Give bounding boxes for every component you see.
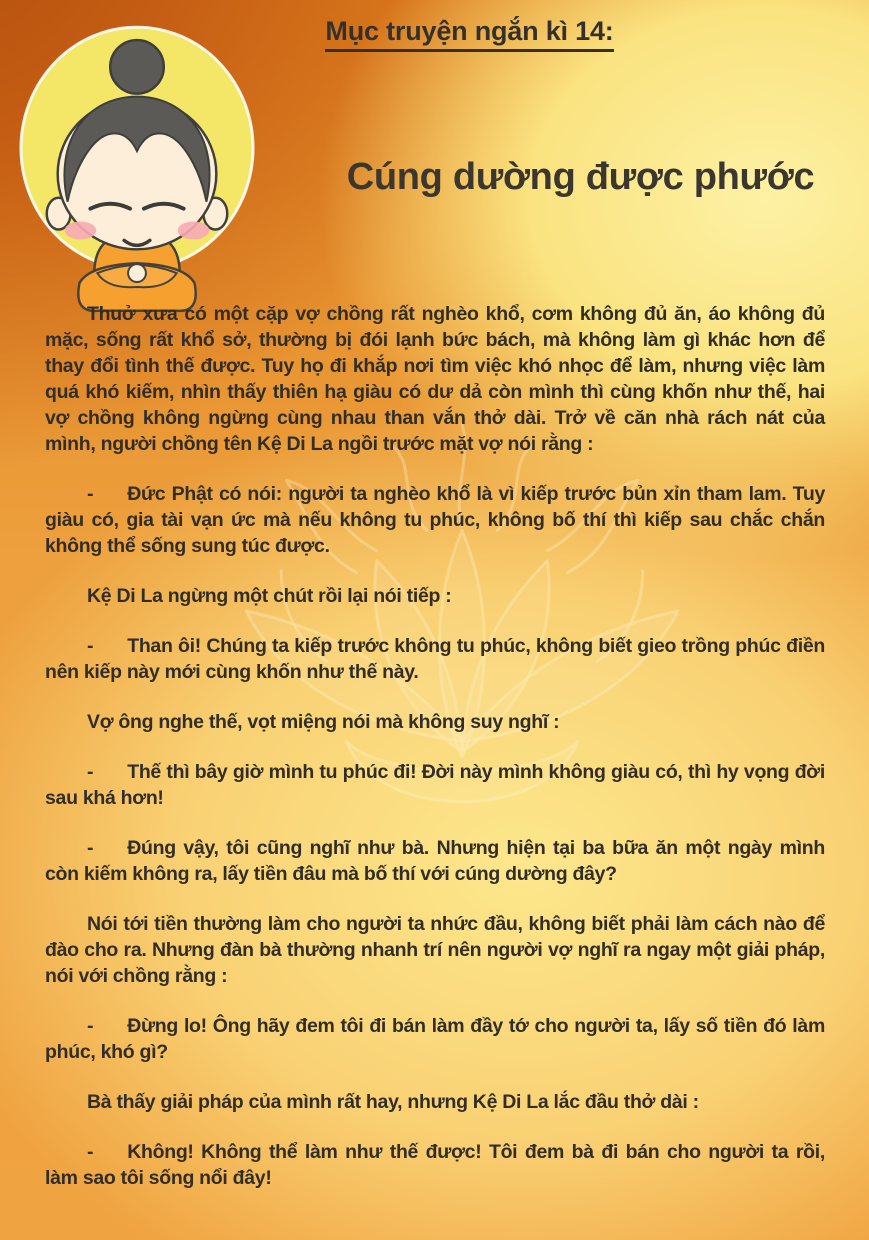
- page-title: Cúng dường được phước: [346, 156, 815, 198]
- story-paragraph-narrative: Thuở xưa có một cặp vợ chồng rất nghèo khổ, cơm không đủ ăn, áo không đủ mặc, sống rất khổ sở, thường bị đói lạnh bức bách, mà không làm gì khác hơn để thay đổi tình thế được. Tuy họ đi khắp nơi tìm việc khó nhọc để làm, nhưng việc làm quá khó kiếm, nhìn thấy thiên hạ giàu có dư dả còn mình thì cùng khốn như thế, hai vợ chồng không ngừng cùng nhau than vắn thở dài. Trở về căn nhà rách nát của mình, người chồng tên Kệ Di La ngồi trước mặt vợ nói rằng :: [45, 303, 825, 455]
- story-body: [45, 301, 825, 1215]
- dialogue-dash: -: [87, 761, 94, 783]
- series-kicker-text: Mục truyện ngắn kì 14:: [325, 16, 613, 52]
- story-paragraph-narrative: Vợ ông nghe thế, vọt miệng nói mà không suy nghĩ :: [87, 711, 560, 733]
- dialogue-dash: -: [87, 1015, 94, 1037]
- dialogue-dash: -: [87, 635, 94, 657]
- dialogue-dash: -: [87, 483, 94, 505]
- story-paragraph-dialogue: - Không! Không thể làm như thế được! Tôi đem bà đi bán cho người ta rồi, làm sao tôi sống nổi đây!: [45, 1141, 825, 1189]
- story-paragraph-narrative: Nói tới tiền thường làm cho người ta nhức đầu, không biết phải làm cách nào để đào cho ra. Nhưng đàn bà thường nhanh trí nên người vợ nghĩ ra ngay một giải pháp, nói với chồng rằng :: [45, 913, 825, 987]
- story-paragraph-dialogue: - Đức Phật có nói: người ta nghèo khổ là vì kiếp trước bủn xỉn tham lam. Tuy giàu có, gia tài vạn ức mà nếu không tu phúc, không bố thí thì kiếp sau chắc chắn không thể sống sung túc được.: [45, 483, 825, 557]
- story-paragraph-dialogue: - Đừng lo! Ông hãy đem tôi đi bán làm đầy tớ cho người ta, lấy số tiền đó làm phúc, khó gì?: [45, 1015, 825, 1063]
- hands: [128, 264, 146, 282]
- story-paragraph-dialogue: - Đúng vậy, tôi cũng nghĩ như bà. Nhưng hiện tại ba bữa ăn một ngày mình còn kiếm không ra, lấy tiền đâu mà bố thí với cúng dường đây?: [45, 837, 825, 885]
- dialogue-dash: -: [87, 837, 94, 859]
- right-blush: [178, 222, 210, 240]
- dialogue-dash: -: [87, 1141, 94, 1163]
- story-paragraph-dialogue: - Thế thì bây giờ mình tu phúc đi! Đời này mình không giàu có, thì hy vọng đời sau khá hơn!: [45, 761, 825, 809]
- story-paragraph-narrative: Bà thấy giải pháp của mình rất hay, nhưng Kệ Di La lắc đầu thở dài :: [87, 1091, 699, 1113]
- buddha-illustration: [18, 22, 256, 314]
- story-paragraph-narrative: Kệ Di La ngừng một chút rồi lại nói tiếp :: [87, 585, 452, 607]
- hair-bun: [110, 40, 164, 94]
- left-blush: [65, 222, 97, 240]
- story-paragraph-dialogue: - Than ôi! Chúng ta kiếp trước không tu phúc, không biết gieo trồng phúc điền nên kiếp này mới cùng khốn như thế này.: [45, 635, 825, 683]
